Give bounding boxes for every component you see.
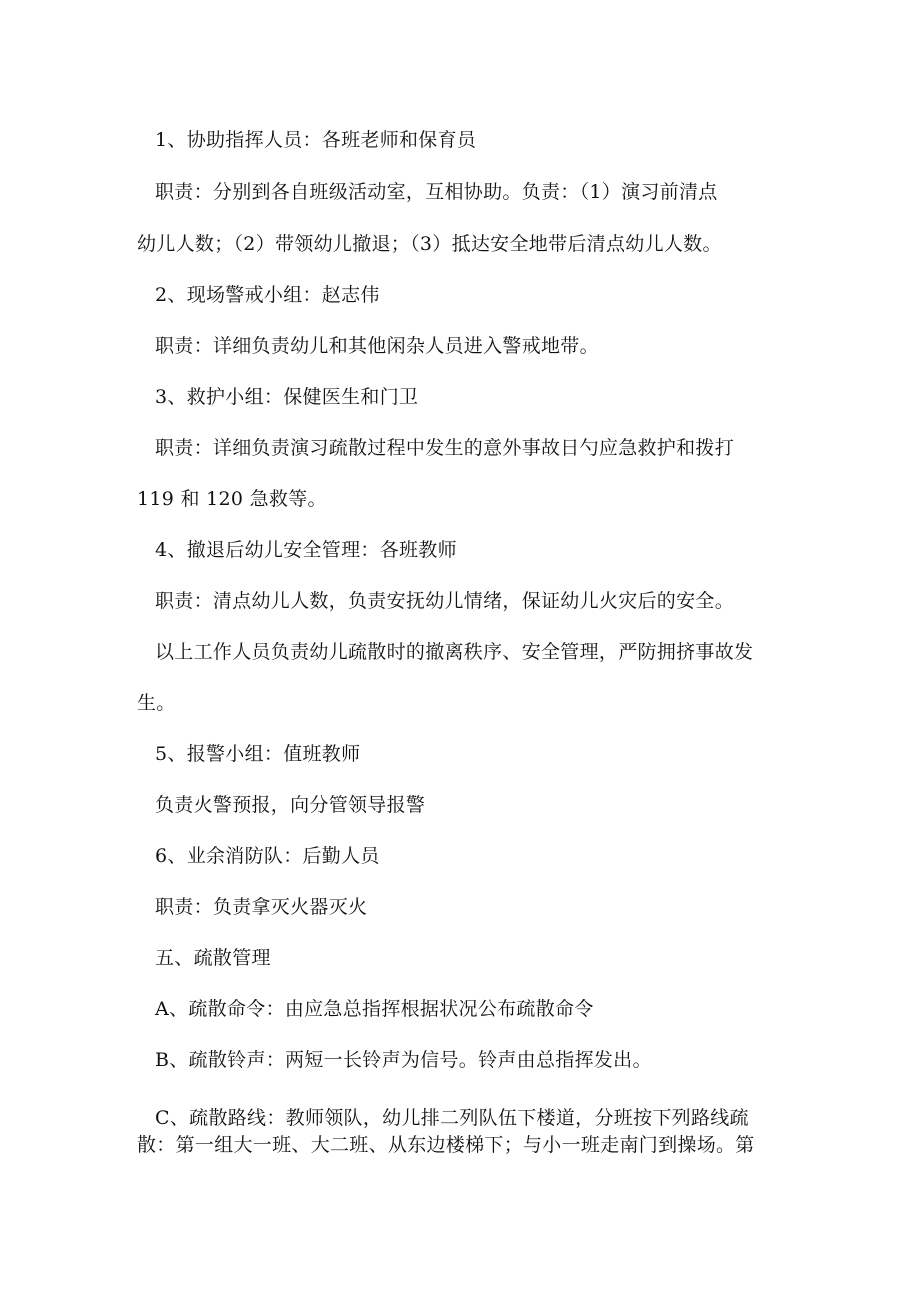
paragraph-line: 散：第一组大一班、大二班、从东边楼梯下；与小一班走南门到操场。第 [137,1134,755,1156]
paragraph-line: B、疏散铃声：两短一长铃声为信号。铃声由总指挥发出。 [155,1049,652,1071]
paragraph-line: 2、现场警戒小组：赵志伟 [155,284,380,306]
paragraph-line: 幼儿人数；（2）带领幼儿撤退；（3）抵达安全地带后清点幼儿人数。 [137,233,722,255]
paragraph-line: 职责：分别到各自班级活动室，互相协助。负责：（1）演习前清点 [155,181,718,203]
paragraph-line: 119 和 120 急救等。 [137,488,327,510]
paragraph-line: 职责：清点幼儿人数，负责安抚幼儿情绪，保证幼儿火灾后的安全。 [155,590,735,612]
paragraph-line: 3、救护小组：保健医生和门卫 [155,386,419,408]
paragraph-line: A、疏散命令：由应急总指挥根据状况公布疏散命令 [155,998,594,1020]
paragraph-line: C、疏散路线：教师领队，幼儿排二列队伍下楼道，分班按下列路线疏 [155,1107,749,1129]
paragraph-line: 生。 [137,692,176,714]
paragraph-line: 6、业余消防队：后勤人员 [155,845,380,867]
paragraph-line: 5、报警小组：值班教师 [155,743,361,765]
section-heading: 五、疏散管理 [155,947,271,969]
paragraph-line: 负责火警预报，向分管领导报警 [155,794,426,816]
paragraph-line: 1、协助指挥人员：各班老师和保育员 [155,129,477,151]
paragraph-line: 职责：负责拿灭火器灭火 [155,896,368,918]
paragraph-line: 以上工作人员负责幼儿疏散时的撤离秩序、安全管理，严防拥挤事故发 [155,641,754,663]
paragraph-line: 4、撤退后幼儿安全管理：各班教师 [155,539,457,561]
paragraph-line: 职责：详细负责幼儿和其他闲杂人员进入警戒地带。 [155,335,599,357]
paragraph-line: 职责：详细负责演习疏散过程中发生的意外事故日勺应急救护和拨打 [155,437,735,459]
